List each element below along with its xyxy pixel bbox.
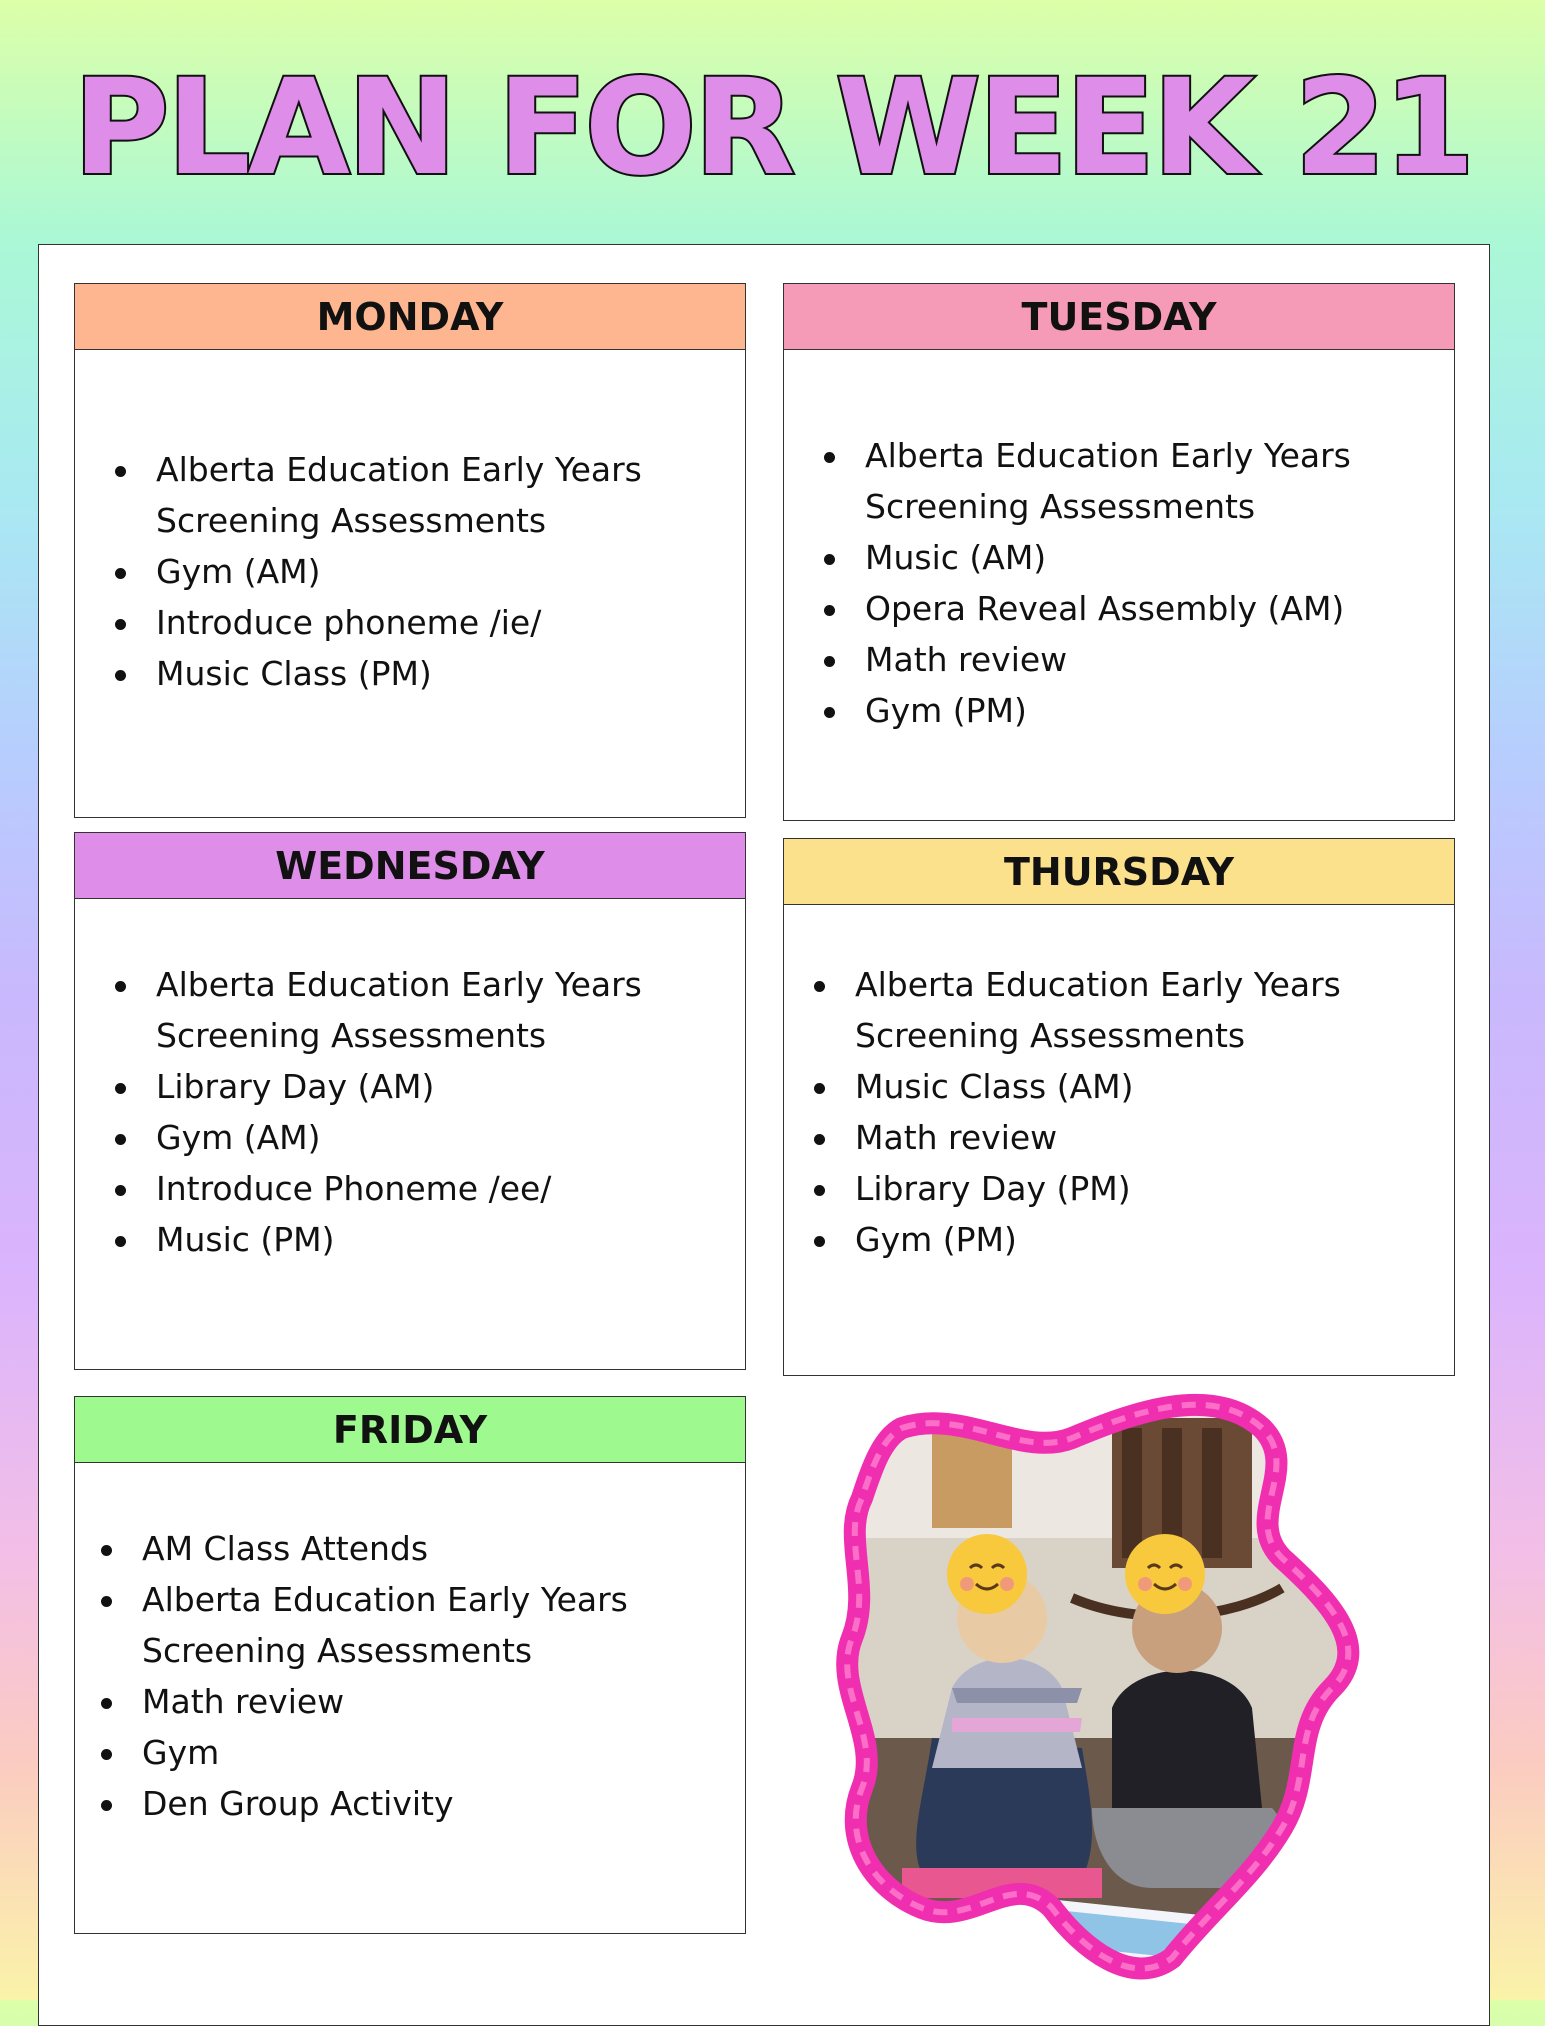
list-item: Alberta Education Early Years Screening Assessments [115, 444, 715, 546]
friday-list [101, 1523, 721, 1829]
list-item: Gym (AM) [115, 1112, 715, 1163]
monday-card [74, 283, 746, 818]
list-item: Alberta Education Early Years Screening Assessments [814, 959, 1424, 1061]
list-item: Alberta Education Early Years Screening Assessments [115, 959, 715, 1061]
list-item: Library Day (PM) [814, 1163, 1424, 1214]
friday-header: FRIDAY [75, 1397, 745, 1463]
smiley-face-icon [1125, 1534, 1205, 1614]
list-item: Den Group Activity [101, 1778, 721, 1829]
list-item: Math review [101, 1676, 721, 1727]
list-item: Alberta Education Early Years Screening Assessments [824, 430, 1424, 532]
monday-list [115, 444, 715, 699]
list-item: Music (PM) [115, 1214, 715, 1265]
list-item: Library Day (AM) [115, 1061, 715, 1112]
list-item: Gym (AM) [115, 546, 715, 597]
list-item: Alberta Education Early Years Screening Assessments [101, 1574, 721, 1676]
list-item: Gym (PM) [824, 685, 1424, 736]
thursday-card [783, 838, 1455, 1376]
list-item: Music Class (AM) [814, 1061, 1424, 1112]
class-photo-graphic [812, 1388, 1392, 1988]
smiley-face-icon [947, 1534, 1027, 1614]
monday-header: MONDAY [75, 284, 745, 350]
friday-card [74, 1396, 746, 1934]
thursday-list [814, 959, 1424, 1265]
list-item: AM Class Attends [101, 1523, 721, 1574]
wednesday-header: WEDNESDAY [75, 833, 745, 899]
list-item: Opera Reveal Assembly (AM) [824, 583, 1424, 634]
list-item: Music (AM) [824, 532, 1424, 583]
tuesday-list [824, 430, 1424, 736]
list-item: Gym (PM) [814, 1214, 1424, 1265]
wednesday-list [115, 959, 715, 1265]
tuesday-header: TUESDAY [784, 284, 1454, 350]
page-title: PLAN FOR WEEK 21 [72, 51, 1473, 205]
thursday-header: THURSDAY [784, 839, 1454, 905]
wednesday-card [74, 832, 746, 1370]
list-item: Music Class (PM) [115, 648, 715, 699]
list-item: Gym [101, 1727, 721, 1778]
tuesday-card [783, 283, 1455, 821]
class-photo [812, 1388, 1392, 1988]
list-item: Math review [824, 634, 1424, 685]
list-item: Introduce Phoneme /ee/ [115, 1163, 715, 1214]
list-item: Introduce phoneme /ie/ [115, 597, 715, 648]
list-item: Math review [814, 1112, 1424, 1163]
